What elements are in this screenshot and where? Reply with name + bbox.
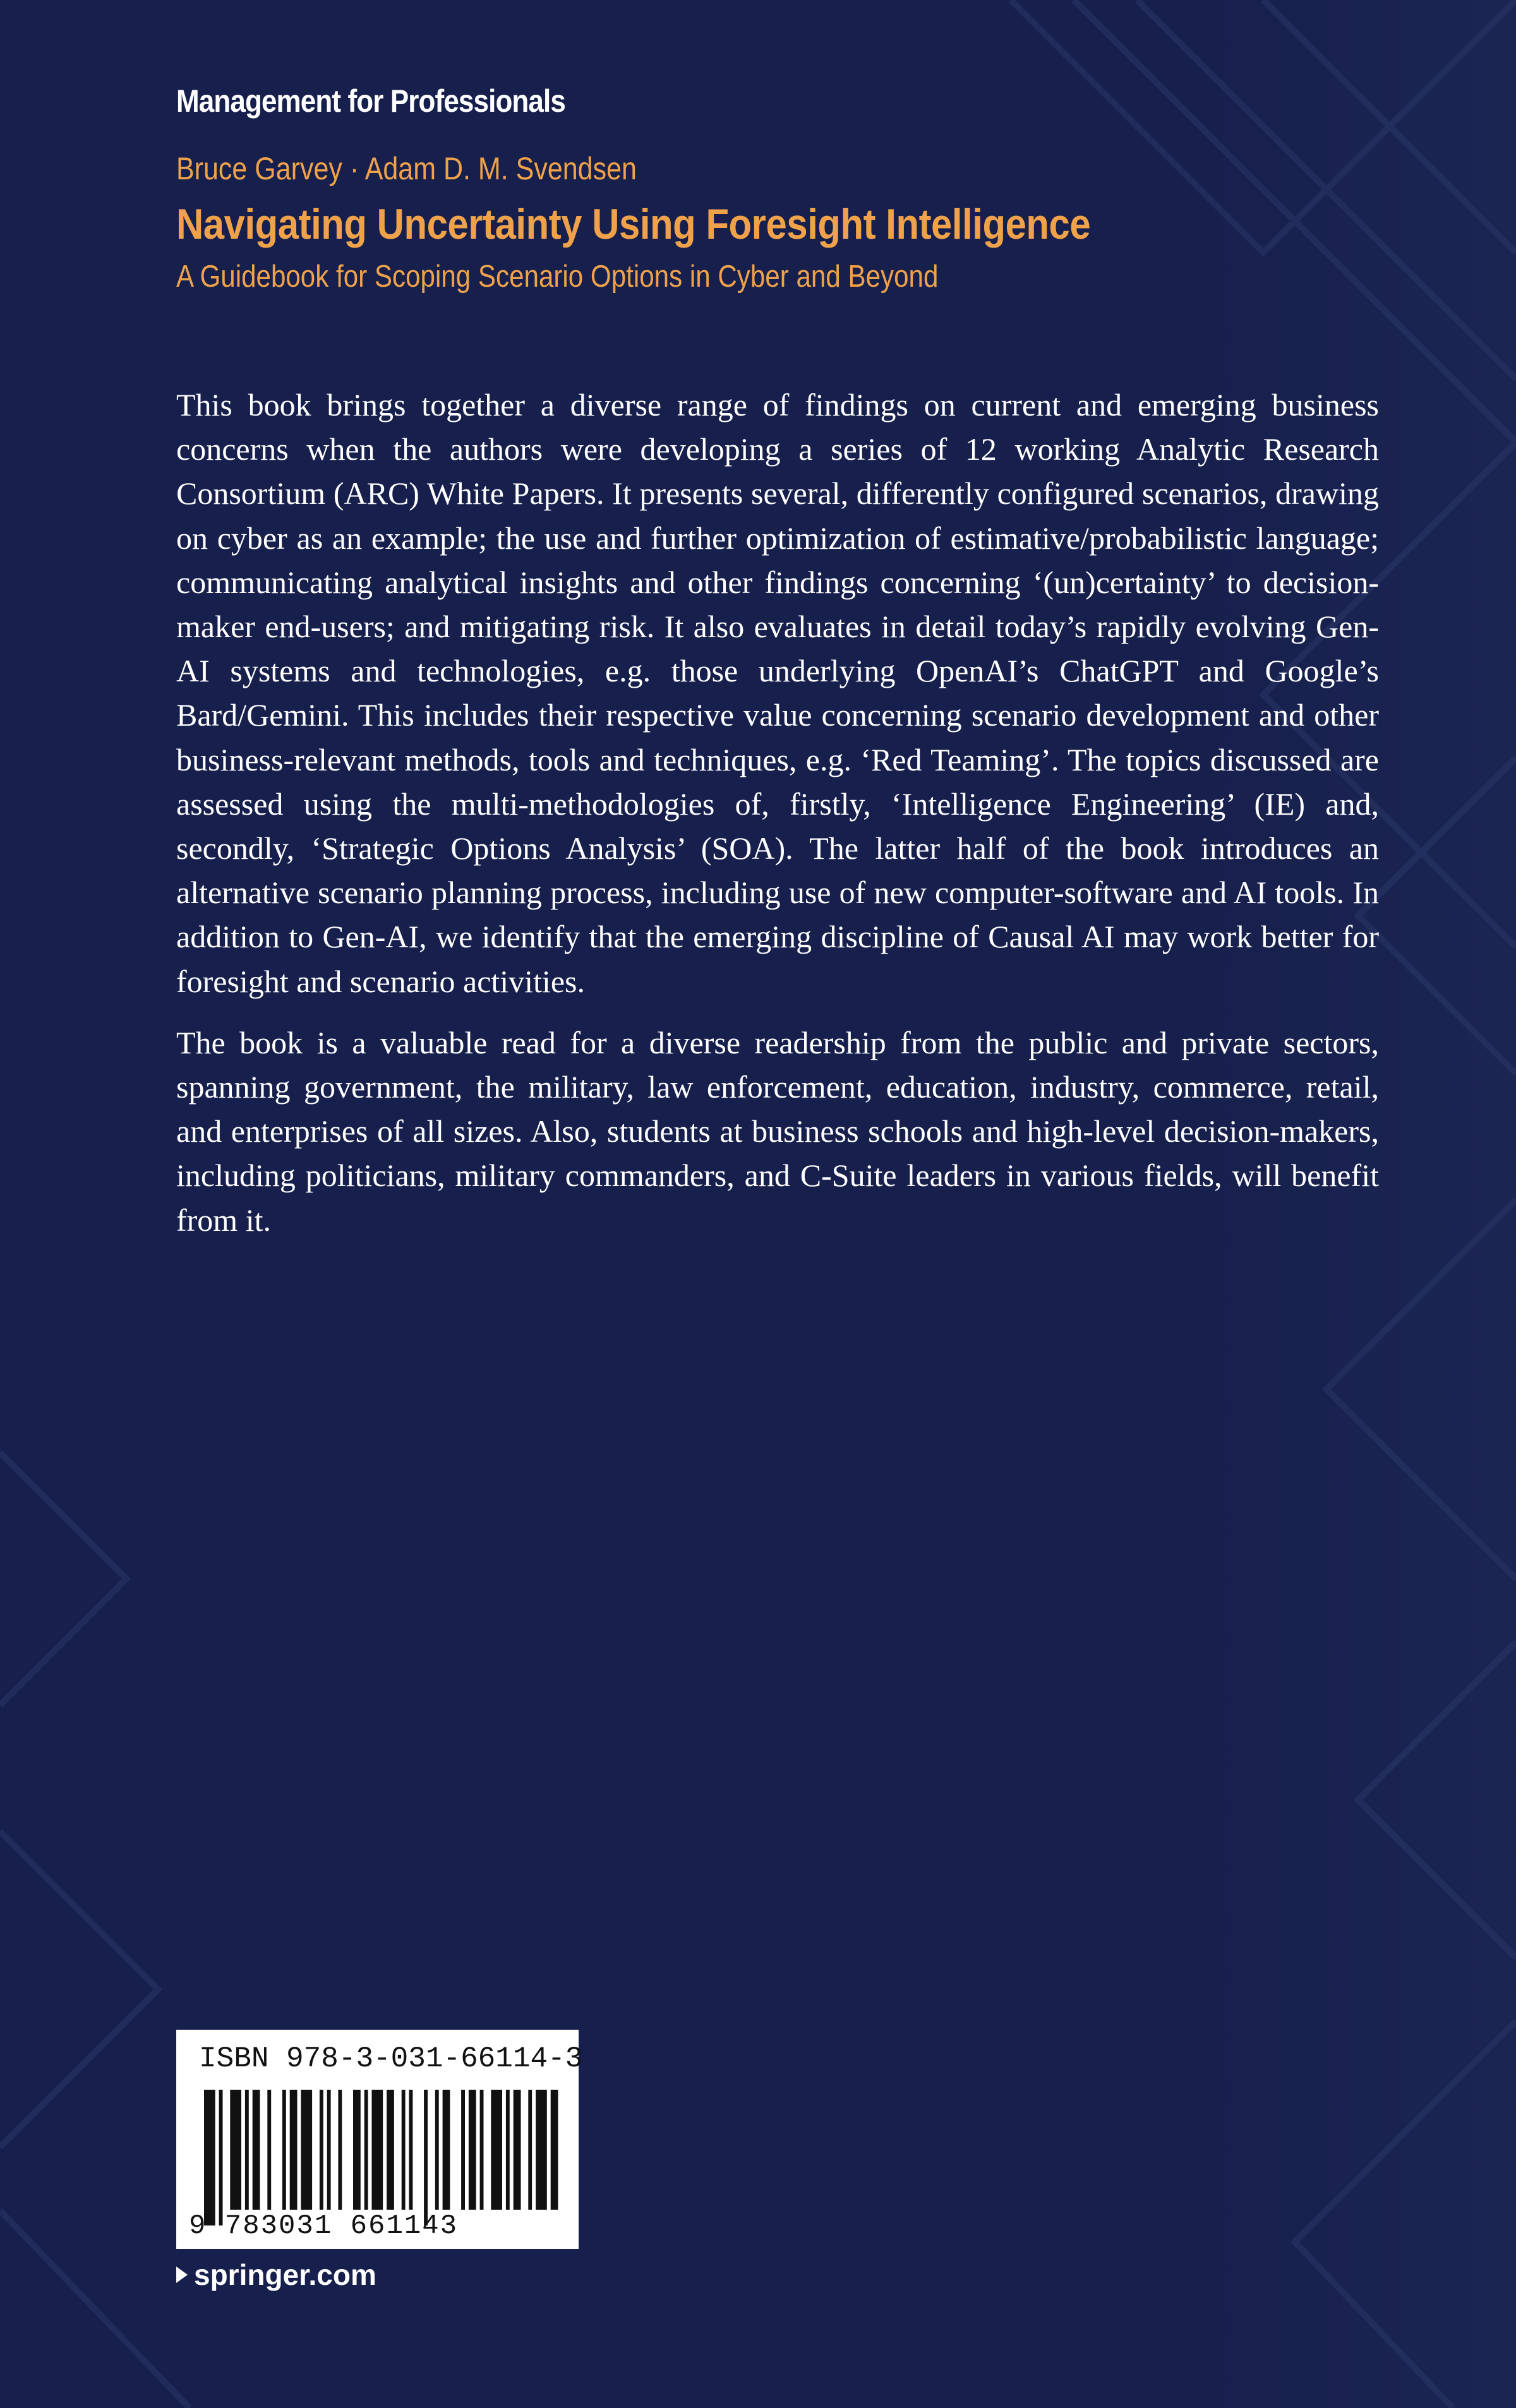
barcode-bar xyxy=(461,2090,465,2210)
book-description xyxy=(176,383,1379,1259)
barcode-bar xyxy=(387,2090,394,2210)
barcode-bar xyxy=(267,2090,271,2210)
book-title: Navigating Uncertainty Using Foresight Intelligence xyxy=(176,200,1091,248)
website-text: springer.com xyxy=(194,2258,376,2291)
barcode-digits: 9 783031 661143 xyxy=(189,2210,459,2242)
isbn-label: ISBN 978-3-031-66114-3 xyxy=(199,2042,583,2075)
series-name: Management for Professionals xyxy=(176,83,565,119)
book-subtitle: A Guidebook for Scoping Scenario Options in Cyber and Beyond xyxy=(176,260,939,294)
authors: Bruce Garvey · Adam D. M. Svendsen xyxy=(176,151,637,186)
isbn-barcode xyxy=(176,2030,583,2249)
barcode-bar xyxy=(253,2090,260,2210)
barcode-bar xyxy=(327,2090,331,2210)
barcode-bar xyxy=(364,2090,368,2210)
barcode-bar xyxy=(480,2090,484,2210)
barcode-bar xyxy=(409,2090,413,2210)
arrow-right-icon xyxy=(176,2267,188,2283)
barcode-bar xyxy=(528,2090,532,2210)
barcode-bar xyxy=(514,2090,521,2210)
barcode-bar xyxy=(353,2090,361,2210)
barcode-bar xyxy=(301,2090,312,2210)
barcode-bar xyxy=(491,2090,502,2210)
barcode-bar xyxy=(443,2090,450,2210)
barcode-bar xyxy=(372,2090,383,2210)
barcode-bar xyxy=(320,2090,323,2210)
barcode-bar xyxy=(282,2090,286,2210)
barcode-bar xyxy=(469,2090,476,2210)
description-paragraph-2: The book is a valuable read for a diverse readership from the public and private sectors, spanning government, the military, law enforcement, education, industry, commerce, retail, and enterprises of all sizes. Also, students at business schools and high-level decision-makers, including politicians, military commanders, and C-Suite leaders in various fields, will benefit from it. xyxy=(176,1024,1379,1238)
publisher-website xyxy=(176,2258,376,2292)
barcode-bar xyxy=(536,2090,547,2210)
barcode-bar xyxy=(402,2090,406,2210)
barcode-bar xyxy=(204,2090,215,2225)
barcode-bar xyxy=(230,2090,241,2210)
barcode-bar xyxy=(506,2090,510,2210)
barcode-bar xyxy=(551,2090,558,2210)
barcode-bar xyxy=(290,2090,298,2210)
barcode-bar xyxy=(338,2090,342,2210)
barcode-bar xyxy=(424,2090,428,2225)
barcode-bar xyxy=(435,2090,439,2210)
barcode-bar xyxy=(245,2090,249,2210)
barcode-bar xyxy=(219,2090,223,2225)
description-paragraph-1: This book brings together a diverse range of findings on current and emerging business concerns when the authors were developing a series of 12 working Analytic Research Consortium (ARC) White Papers. It presents several, differently configured scenarios, drawing on cyber as an example; the use and further optimization of estimative/probabilistic language; communicating analytical insights and other findings concerning ‘(un)certainty’ to decision-maker end-users; and mitigating risk. It also evaluates in detail today’s rapidly evolving Gen-AI systems and technologies, e.g. those underlying OpenAI’s ChatGPT and Google’s Bard/Gemini. This includes their respective value concerning scenario development and other business-relevant methods, tools and techniques, e.g. ‘Red Teaming’. The topics discussed are assessed using the multi-methodologies of, firstly, ‘Intelligence Engineering’ (IE) and, secondly, ‘Strategic Options Analysis’ (SOA). The latter half of the book introduces an alternative scenario planning process, including use of new computer-software and AI tools. In addition to Gen-AI, we identify that the emerging discipline of Causal AI may work better for foresight and scenario activities. xyxy=(176,387,1379,999)
